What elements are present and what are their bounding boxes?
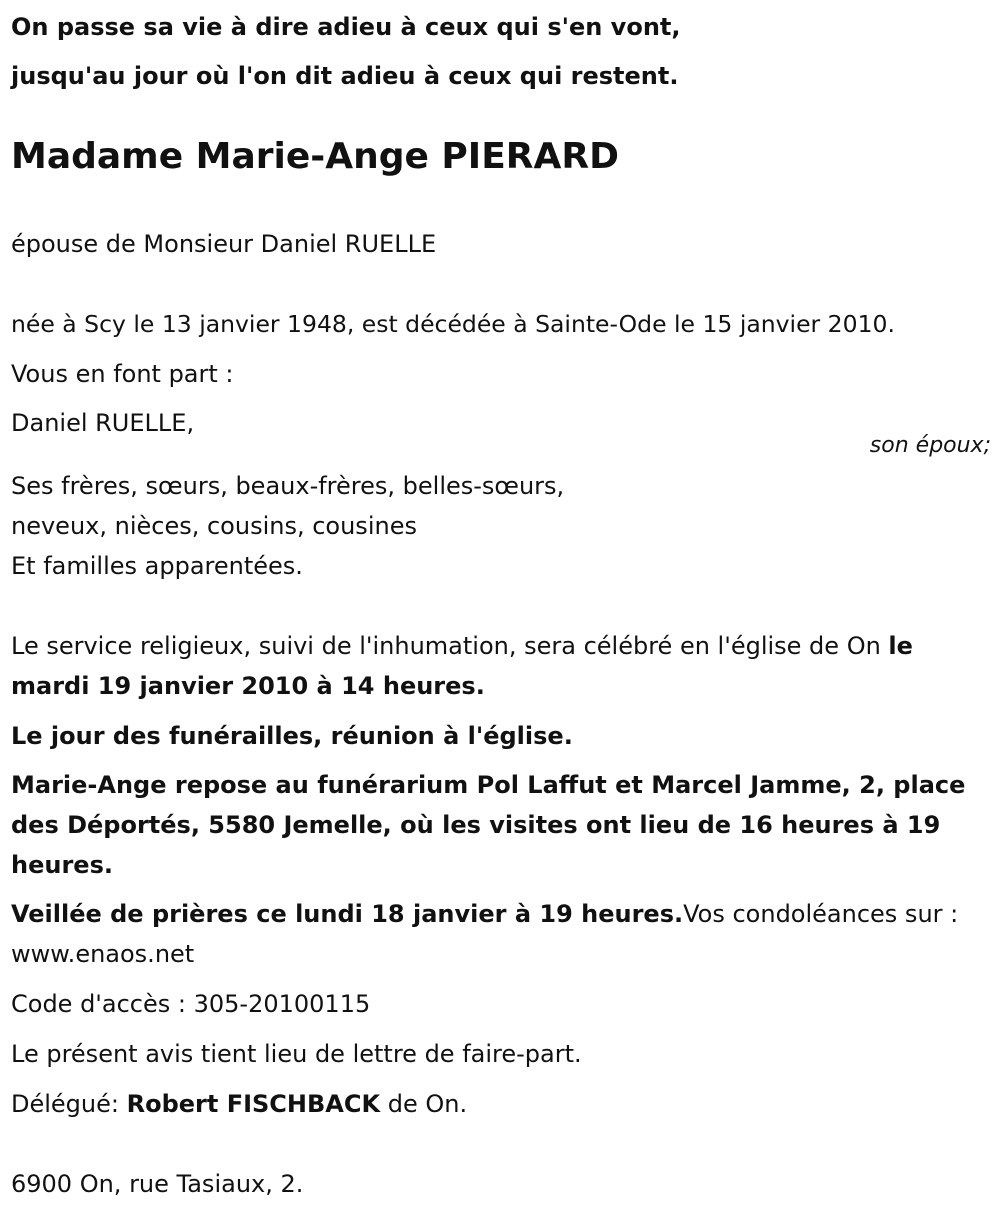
meeting-line: Le jour des funérailles, réunion à l'église. (11, 722, 573, 750)
husband-role: son époux; (869, 433, 991, 458)
access-code: Code d'accès : 305-20100115 (11, 990, 371, 1018)
service-paragraph (11, 626, 991, 706)
birth-death-line: née à Scy le 13 janvier 1948, est décédée à Sainte-Ode le 15 janvier 2010. (11, 310, 895, 338)
spouse-line: épouse de Monsieur Daniel RUELLE (11, 230, 437, 258)
vigil-text: Veillée de prières ce lundi 18 janvier à 19 heures. (11, 900, 684, 928)
quote-line-1: On passe sa vie à dire adieu à ceux qui s'en vont, (11, 13, 681, 41)
service-date: le mardi 19 janvier 2010 à 14 heures. (11, 632, 913, 700)
deceased-name: Madame Marie-Ange PIERARD (11, 136, 619, 177)
condolences-text: Vos condoléances sur : www.enaos.net (11, 900, 959, 968)
relatives-line-1: Ses frères, sœurs, beaux-frères, belles-sœurs, (11, 472, 565, 500)
delegate-line (11, 1089, 467, 1119)
funerarium-paragraph: Marie-Ange repose au funérarium Pol Laffut et Marcel Jamme, 2, place des Déportés, 5580 Jemelle, où les visites ont lieu de 16 heures à 19 heures. (11, 771, 966, 879)
address-line: 6900 On, rue Tasiaux, 2. (11, 1170, 304, 1198)
husband-name: Daniel RUELLE, (11, 409, 195, 437)
announcement-intro: Vous en font part : (11, 360, 234, 388)
relatives-line-3: Et familles apparentées. (11, 552, 303, 580)
vigil-paragraph (11, 894, 991, 974)
notice-line: Le présent avis tient lieu de lettre de faire-part. (11, 1040, 582, 1068)
relatives-line-2: neveux, nièces, cousins, cousines (11, 512, 417, 540)
delegate-name: Robert FISCHBACK (126, 1090, 381, 1118)
quote-line-2: jusqu'au jour où l'on dit adieu à ceux qui restent. (11, 62, 679, 90)
service-text: Le service religieux, suivi de l'inhumation, sera célébré en l'église de On (11, 632, 889, 660)
delegate-label: Délégué: (11, 1090, 127, 1118)
delegate-suffix: de On. (380, 1090, 468, 1118)
